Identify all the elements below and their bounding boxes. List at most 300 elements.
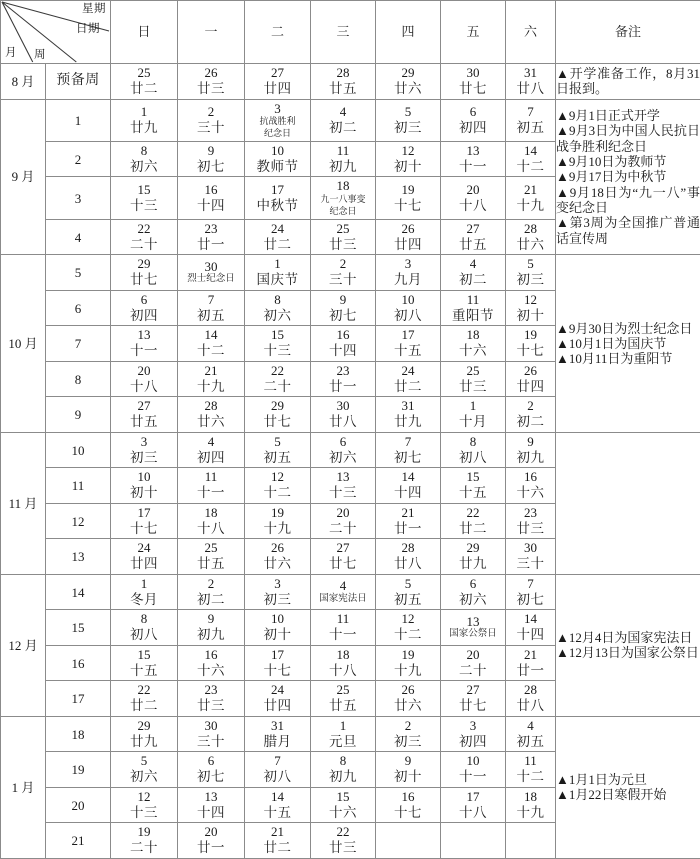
day-cell[interactable] [311, 823, 376, 859]
day-cell[interactable] [311, 99, 376, 141]
weekday-header-5: 五 [441, 1, 506, 64]
day-solar-number: 5 [404, 575, 412, 591]
week-number-cell: 12 [46, 503, 111, 539]
day-cell[interactable] [506, 290, 556, 326]
day-cell[interactable] [376, 290, 441, 326]
day-cell[interactable] [441, 539, 506, 575]
day-cell[interactable] [245, 787, 311, 823]
day-cell[interactable] [376, 574, 441, 610]
day-lunar-label: 十五 [459, 485, 487, 501]
day-cell[interactable] [111, 177, 178, 219]
day-cell[interactable] [178, 610, 245, 646]
remark-line: ▲12月13日为国家公祭日 [556, 645, 699, 661]
day-cell[interactable] [311, 610, 376, 646]
day-cell[interactable] [506, 645, 556, 681]
day-cell[interactable] [506, 716, 556, 752]
day-lunar-label: 廿七 [263, 414, 292, 430]
day-cell[interactable] [245, 219, 311, 255]
day-solar-number: 13 [466, 142, 480, 158]
day-cell[interactable] [441, 574, 506, 610]
day-lunar-label: 初三 [394, 119, 422, 135]
day-cell[interactable] [311, 503, 376, 539]
day-cell[interactable] [111, 752, 178, 788]
day-cell[interactable] [245, 574, 311, 610]
day-cell[interactable] [111, 432, 178, 468]
day-lunar-label: 二十 [130, 236, 158, 252]
day-solar-number: 7 [404, 433, 412, 449]
day-solar-number: 23 [204, 682, 218, 698]
day-lunar-label: 廿五 [459, 236, 487, 252]
day-lunar-label: 廿六 [394, 80, 422, 96]
day-solar-number: 18 [336, 646, 350, 662]
day-lunar-label: 初五 [516, 733, 545, 749]
day-lunar-label: 廿六 [197, 414, 225, 430]
day-cell[interactable] [311, 574, 376, 610]
day-cell[interactable] [311, 219, 376, 255]
day-solar-number: 8 [274, 291, 281, 307]
day-cell[interactable] [376, 716, 441, 752]
day-lunar-label: 十一 [459, 769, 487, 785]
day-cell[interactable] [245, 610, 311, 646]
day-lunar-label: 廿二 [263, 840, 292, 856]
day-lunar-label: 廿八 [516, 698, 545, 714]
day-lunar-label: 十一 [459, 158, 487, 174]
day-cell[interactable] [178, 787, 245, 823]
day-lunar-label: 十七 [394, 804, 422, 820]
day-solar-number: 13 [204, 788, 218, 804]
day-cell[interactable] [178, 290, 245, 326]
day-cell[interactable] [178, 752, 245, 788]
day-cell[interactable] [111, 255, 178, 291]
day-cell[interactable] [111, 99, 178, 141]
day-lunar-label: 初七 [394, 449, 422, 465]
day-solar-number: 3 [469, 717, 477, 733]
remark-line: ▲1月22日寒假开始 [556, 787, 667, 803]
day-solar-number: 18 [204, 504, 218, 520]
day-cell[interactable] [245, 503, 311, 539]
day-cell[interactable] [111, 326, 178, 362]
day-cell[interactable] [245, 326, 311, 362]
day-cell[interactable] [506, 141, 556, 177]
day-cell[interactable] [111, 141, 178, 177]
day-solar-number: 14 [524, 142, 537, 158]
remarks-cell-3 [556, 432, 700, 574]
day-solar-number: 11 [524, 753, 537, 769]
remark-line: ▲1月1日为元旦 [556, 772, 647, 788]
day-cell[interactable] [111, 219, 178, 255]
day-lunar-label: 廿三 [516, 520, 545, 536]
day-lunar-label: 国家宪法日 [319, 593, 367, 604]
day-cell[interactable] [311, 752, 376, 788]
day-cell[interactable] [441, 290, 506, 326]
day-cell[interactable] [178, 99, 245, 141]
remark-line: ▲9月30日为烈士纪念日 [556, 320, 693, 336]
day-lunar-label: 十三 [263, 343, 292, 359]
day-cell[interactable] [178, 716, 245, 752]
day-cell[interactable] [178, 823, 245, 859]
day-solar-number: 23 [336, 362, 350, 378]
day-lunar-label: 三十 [516, 556, 545, 572]
day-cell[interactable] [441, 64, 506, 100]
day-lunar-label: 廿三 [329, 236, 357, 252]
day-cell[interactable] [441, 361, 506, 397]
day-cell[interactable] [245, 645, 311, 681]
day-lunar-label: 初五 [263, 449, 292, 465]
day-lunar-label: 教师节 [256, 158, 299, 174]
day-cell[interactable] [441, 503, 506, 539]
day-lunar-label: 十月 [459, 414, 487, 430]
remark-line: ▲12月4日为国家宪法日 [556, 630, 693, 646]
day-cell[interactable] [441, 752, 506, 788]
day-cell[interactable] [506, 177, 556, 219]
day-cell[interactable] [245, 397, 311, 433]
day-cell-empty [376, 823, 441, 859]
day-solar-number: 9 [404, 753, 412, 769]
day-cell[interactable] [441, 177, 506, 219]
day-solar-number: 17 [137, 504, 151, 520]
day-cell[interactable] [111, 64, 178, 100]
day-cell[interactable] [376, 787, 441, 823]
remark-line: ▲第3周为全国推广普通话宣传周 [556, 215, 700, 246]
day-cell[interactable] [111, 716, 178, 752]
day-solar-number: 2 [339, 256, 347, 272]
day-cell[interactable] [311, 141, 376, 177]
day-lunar-label: 十二 [197, 343, 225, 359]
day-lunar-label: 十四 [394, 485, 422, 501]
day-cell[interactable] [245, 716, 311, 752]
day-lunar-label: 廿七 [329, 556, 357, 572]
day-lunar-label: 初十 [394, 158, 422, 174]
day-lunar-label: 二十 [130, 840, 158, 856]
day-solar-number: 29 [271, 398, 284, 414]
day-lunar-label: 十六 [459, 343, 487, 359]
day-solar-number: 31 [271, 717, 284, 733]
day-cell[interactable] [376, 255, 441, 291]
day-cell[interactable] [441, 468, 506, 504]
day-solar-number: 21 [524, 181, 537, 197]
day-cell[interactable] [311, 397, 376, 433]
day-solar-number: 28 [524, 682, 537, 698]
day-cell[interactable] [441, 681, 506, 717]
day-solar-number: 28 [524, 220, 537, 236]
day-cell[interactable] [506, 397, 556, 433]
day-solar-number: 20 [137, 362, 151, 378]
day-cell[interactable] [441, 716, 506, 752]
day-cell[interactable] [111, 290, 178, 326]
week-number-cell: 20 [46, 787, 111, 823]
day-lunar-label: 十八 [197, 520, 225, 536]
day-cell[interactable] [441, 141, 506, 177]
day-cell[interactable] [441, 432, 506, 468]
day-solar-number: 18 [336, 178, 350, 194]
day-solar-number: 12 [401, 142, 415, 158]
day-solar-number: 3 [404, 256, 412, 272]
day-solar-number: 3 [274, 100, 281, 116]
day-cell[interactable] [311, 787, 376, 823]
day-cell[interactable] [111, 610, 178, 646]
day-solar-number: 11 [336, 142, 350, 158]
day-cell[interactable] [441, 787, 506, 823]
day-solar-number: 4 [339, 103, 347, 119]
day-cell[interactable] [441, 255, 506, 291]
calendar-week-row [1, 255, 700, 291]
day-cell[interactable] [311, 290, 376, 326]
day-cell[interactable] [178, 397, 245, 433]
day-solar-number: 17 [466, 788, 480, 804]
day-lunar-label: 廿三 [329, 840, 357, 856]
day-cell[interactable] [376, 141, 441, 177]
day-cell[interactable] [311, 177, 376, 219]
day-cell[interactable] [376, 432, 441, 468]
weekday-header-6: 六 [506, 1, 556, 64]
day-cell[interactable] [245, 177, 311, 219]
day-cell[interactable] [111, 574, 178, 610]
day-cell[interactable] [376, 361, 441, 397]
day-cell[interactable] [441, 326, 506, 362]
day-cell[interactable] [245, 64, 311, 100]
day-solar-number: 31 [524, 64, 537, 80]
day-cell[interactable] [506, 787, 556, 823]
day-cell[interactable] [178, 539, 245, 575]
day-cell[interactable] [506, 219, 556, 255]
day-cell[interactable] [506, 468, 556, 504]
day-cell[interactable] [376, 610, 441, 646]
day-lunar-label: 廿二 [394, 378, 422, 394]
day-cell[interactable] [178, 468, 245, 504]
day-lunar-label: 初三 [516, 272, 545, 288]
day-cell[interactable] [245, 141, 311, 177]
day-lunar-label: 三十 [197, 119, 225, 135]
day-solar-number: 5 [274, 433, 281, 449]
day-lunar-label: 十二 [394, 627, 422, 643]
day-cell[interactable] [245, 752, 311, 788]
day-cell[interactable] [506, 681, 556, 717]
day-lunar-label: 初八 [394, 307, 422, 323]
day-cell[interactable] [178, 177, 245, 219]
day-lunar-label: 三十 [197, 733, 225, 749]
day-lunar-label: 初四 [197, 449, 225, 465]
day-lunar-label: 廿一 [394, 520, 422, 536]
day-cell[interactable] [245, 681, 311, 717]
day-cell[interactable] [376, 503, 441, 539]
day-lunar-label: 廿三 [197, 698, 225, 714]
day-cell[interactable] [311, 361, 376, 397]
day-lunar-label: 十四 [329, 343, 357, 359]
day-lunar-label: 十二 [516, 769, 545, 785]
day-lunar-label: 初三 [263, 591, 292, 607]
day-cell[interactable] [111, 539, 178, 575]
day-cell[interactable] [311, 645, 376, 681]
day-lunar-label: 二十 [329, 520, 357, 536]
day-solar-number: 6 [207, 753, 215, 769]
day-solar-number: 5 [527, 256, 534, 272]
week-number-cell: 9 [46, 397, 111, 433]
day-cell[interactable] [376, 177, 441, 219]
day-cell[interactable] [506, 503, 556, 539]
day-cell[interactable] [376, 64, 441, 100]
day-cell[interactable] [311, 432, 376, 468]
day-solar-number: 10 [401, 291, 415, 307]
day-cell[interactable] [376, 99, 441, 141]
day-cell[interactable] [178, 326, 245, 362]
day-cell[interactable] [506, 326, 556, 362]
day-lunar-label: 初三 [394, 733, 422, 749]
day-solar-number: 1 [140, 575, 148, 591]
day-solar-number: 22 [137, 682, 151, 698]
day-solar-number: 26 [204, 64, 218, 80]
day-cell[interactable] [376, 326, 441, 362]
day-solar-number: 26 [524, 362, 537, 378]
day-cell[interactable] [111, 468, 178, 504]
day-solar-number: 7 [207, 291, 215, 307]
day-solar-number: 15 [271, 327, 284, 343]
day-lunar-label: 廿九 [130, 119, 158, 135]
week-number-cell: 6 [46, 290, 111, 326]
day-solar-number: 22 [137, 220, 151, 236]
day-cell[interactable] [376, 539, 441, 575]
week-number-cell: 10 [46, 432, 111, 468]
week-number-cell: 1 [46, 99, 111, 141]
day-lunar-label: 十七 [130, 520, 158, 536]
day-cell[interactable] [506, 539, 556, 575]
remark-line: ▲10月11日为重阳节 [556, 351, 673, 367]
weekday-header-3: 三 [311, 1, 376, 64]
day-cell[interactable] [441, 397, 506, 433]
day-cell[interactable] [506, 574, 556, 610]
day-solar-number: 16 [204, 646, 218, 662]
day-solar-number: 28 [336, 64, 350, 80]
day-solar-number: 30 [204, 258, 218, 274]
day-cell[interactable] [376, 681, 441, 717]
day-lunar-label: 国家公祭日 [449, 629, 497, 640]
day-cell[interactable] [245, 823, 311, 859]
day-lunar-label: 初四 [459, 733, 487, 749]
day-cell[interactable] [376, 645, 441, 681]
day-solar-number: 10 [466, 753, 480, 769]
day-solar-number: 10 [271, 142, 284, 158]
day-cell[interactable] [311, 255, 376, 291]
day-lunar-label: 重阳节 [452, 307, 494, 323]
day-cell[interactable] [111, 361, 178, 397]
day-lunar-label: 廿二 [130, 80, 158, 96]
day-solar-number: 1 [274, 256, 281, 272]
day-cell[interactable] [178, 681, 245, 717]
day-cell[interactable] [376, 752, 441, 788]
day-cell[interactable] [506, 752, 556, 788]
day-cell[interactable] [311, 468, 376, 504]
day-cell[interactable] [111, 503, 178, 539]
day-lunar-label: 廿四 [394, 236, 422, 252]
day-cell[interactable] [376, 468, 441, 504]
day-cell[interactable] [376, 219, 441, 255]
day-lunar-label: 廿三 [459, 378, 487, 394]
day-solar-number: 1 [339, 717, 347, 733]
day-solar-number: 7 [274, 753, 281, 769]
day-cell[interactable] [245, 539, 311, 575]
day-solar-number: 14 [401, 469, 415, 485]
day-cell[interactable] [506, 432, 556, 468]
day-lunar-label: 廿九 [394, 414, 422, 430]
day-solar-number: 22 [336, 824, 350, 840]
day-cell[interactable] [376, 397, 441, 433]
day-cell[interactable] [506, 255, 556, 291]
day-lunar-label: 廿五 [329, 80, 357, 96]
day-lunar-label: 十五 [130, 662, 158, 678]
remark-line: ▲9月3日为中国人民抗日战争胜利纪念日 [556, 123, 700, 154]
day-solar-number: 20 [336, 504, 350, 520]
day-lunar-label: 初六 [329, 449, 357, 465]
day-solar-number: 18 [466, 327, 480, 343]
week-number-cell: 16 [46, 645, 111, 681]
day-cell[interactable] [111, 645, 178, 681]
day-cell[interactable] [311, 326, 376, 362]
day-cell[interactable] [178, 141, 245, 177]
day-cell[interactable] [245, 255, 311, 291]
day-cell[interactable] [441, 645, 506, 681]
day-cell[interactable] [311, 681, 376, 717]
day-solar-number: 10 [137, 469, 151, 485]
day-cell[interactable] [111, 397, 178, 433]
calendar-week-row [1, 64, 700, 100]
day-cell[interactable] [245, 290, 311, 326]
day-lunar-label: 十九 [516, 197, 545, 213]
corner-label-date: 日期 [76, 23, 100, 35]
day-cell[interactable] [441, 99, 506, 141]
remark-line: ▲10月1日为国庆节 [556, 336, 667, 352]
day-cell[interactable] [311, 539, 376, 575]
day-cell[interactable] [506, 64, 556, 100]
day-cell[interactable] [178, 503, 245, 539]
day-cell[interactable] [311, 716, 376, 752]
day-cell[interactable] [178, 645, 245, 681]
day-lunar-label: 初五 [197, 307, 225, 323]
day-solar-number: 26 [401, 220, 415, 236]
day-solar-number: 11 [466, 291, 480, 307]
day-cell[interactable] [178, 219, 245, 255]
day-cell[interactable] [111, 823, 178, 859]
day-lunar-label: 廿四 [130, 556, 158, 572]
day-cell[interactable] [506, 99, 556, 141]
day-lunar-label: 九一八事变 [320, 194, 366, 205]
day-cell[interactable] [245, 468, 311, 504]
day-cell[interactable] [111, 681, 178, 717]
day-cell[interactable] [311, 64, 376, 100]
day-cell[interactable] [178, 255, 245, 291]
day-cell[interactable] [178, 361, 245, 397]
remark-line: ▲9月1日正式开学 [556, 107, 660, 123]
day-solar-number: 19 [401, 181, 415, 197]
day-cell[interactable] [441, 610, 506, 646]
day-solar-number: 24 [401, 362, 415, 378]
day-lunar-label: 十七 [516, 343, 545, 359]
day-cell[interactable] [178, 432, 245, 468]
day-cell[interactable] [178, 64, 245, 100]
day-lunar-label: 廿二 [263, 236, 292, 252]
day-solar-number: 15 [466, 469, 480, 485]
day-cell[interactable] [441, 219, 506, 255]
day-cell[interactable] [506, 610, 556, 646]
day-cell[interactable] [506, 361, 556, 397]
day-solar-number: 20 [466, 646, 480, 662]
day-solar-number: 9 [339, 291, 347, 307]
day-lunar-label: 初九 [197, 627, 225, 643]
day-cell[interactable] [245, 99, 311, 141]
day-cell[interactable] [245, 432, 311, 468]
day-cell[interactable] [111, 787, 178, 823]
day-cell[interactable] [178, 574, 245, 610]
remark-line: ▲9月17日为中秋节 [556, 169, 667, 185]
day-cell[interactable] [245, 361, 311, 397]
